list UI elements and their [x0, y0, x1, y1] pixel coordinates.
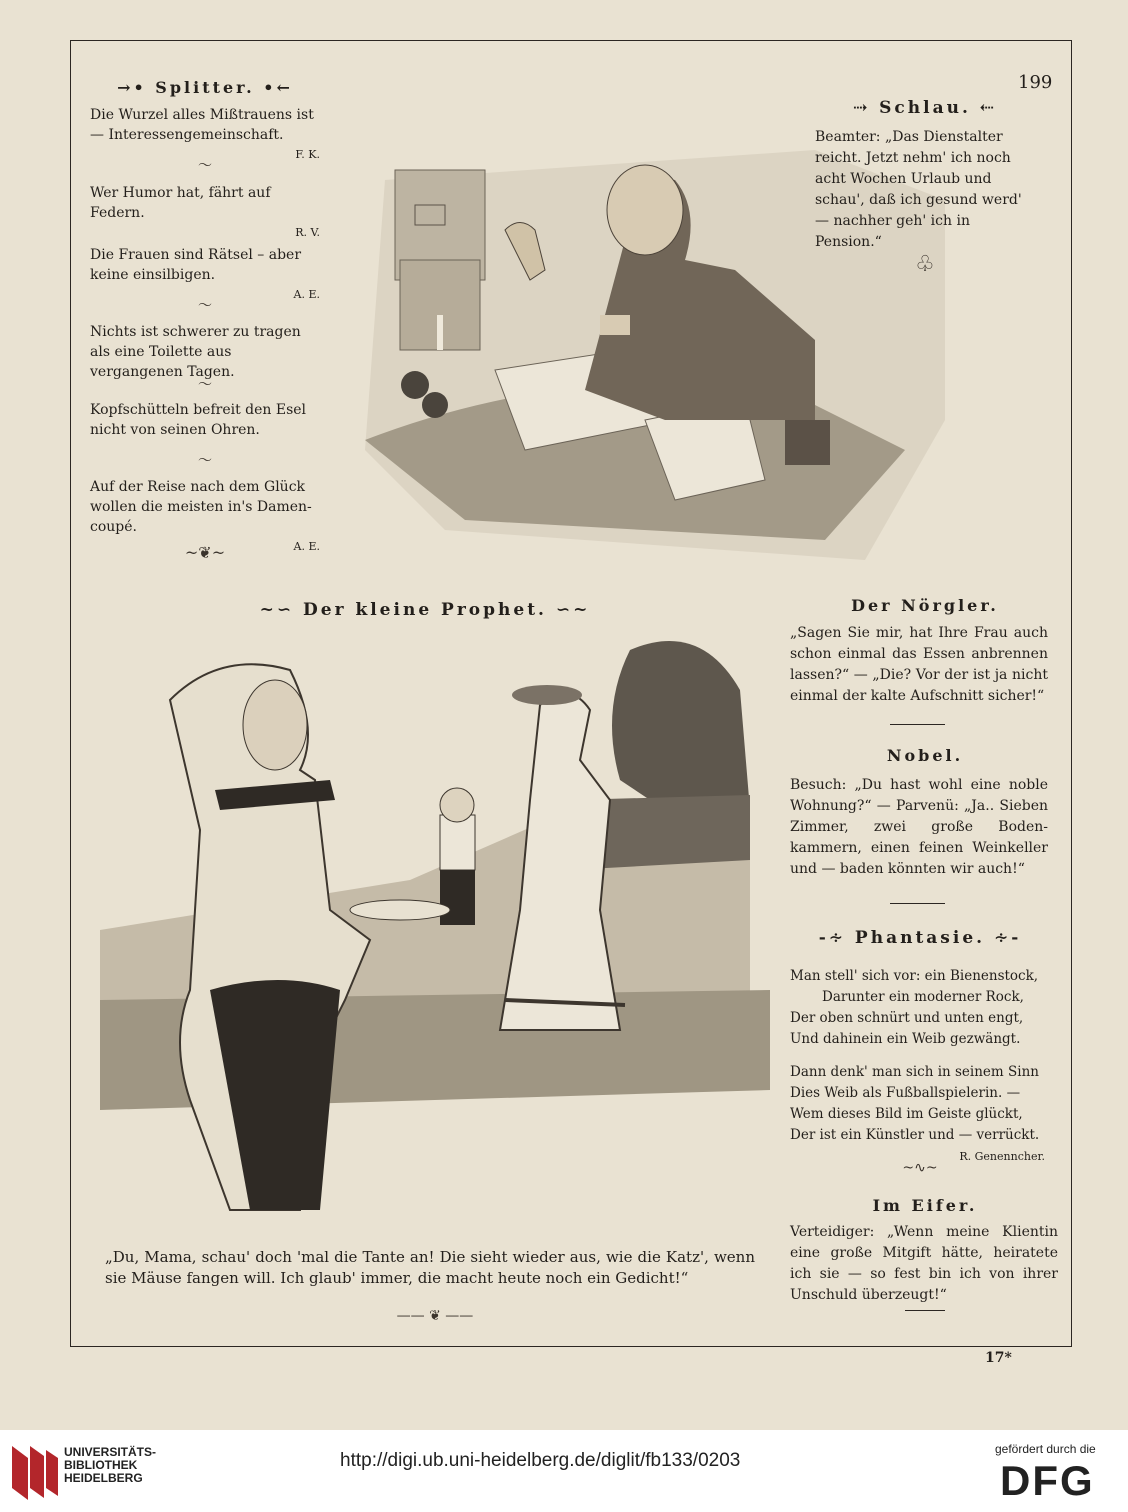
phantasie-author: R. Genenncher. — [959, 1150, 1045, 1163]
verse-line: Der oben schnürt und unten engt, — [790, 1010, 1024, 1026]
section-divider — [890, 724, 945, 725]
dfg-logo: DFG — [1000, 1457, 1095, 1504]
verse-line: Der ist ein Künstler und — verrückt. — [790, 1127, 1040, 1143]
splitter-title-text: Splitter. — [155, 78, 255, 97]
splitter-item-5 — [90, 400, 320, 440]
library-logo-icon — [10, 1440, 60, 1502]
splitter-item-author: R. V. — [295, 226, 320, 239]
noergler-text: „Sagen Sie mir, hat Ihre Frau auch schon einmal das Essen anbrennen lassen?“ — „Die? Vor der ist ja nicht einmal der kalte Aufschnitt sicher!“ — [790, 625, 1048, 704]
library-name-line: HEIDELBERG — [64, 1471, 143, 1485]
phantasie-stanza-2 — [790, 1062, 1052, 1146]
page-number: 199 — [1018, 72, 1053, 93]
verse-line: Dann denk' man sich in seinem Sinn — [790, 1064, 1039, 1080]
section-divider — [905, 1310, 945, 1311]
funding-note: gefördert durch die — [995, 1442, 1096, 1456]
flourish-ornament: ~❦~ — [184, 543, 226, 562]
prophet-caption: „Du, Mama, schau' doch 'mal die Tante an! Die sieht wieder aus, wie die Katz', wenn sie Mäuse fangen will. Ich glaub' immer, die macht heute noch ein Gedicht!“ — [105, 1248, 755, 1287]
splitter-item-4 — [90, 322, 320, 382]
signature-mark: 17* — [985, 1350, 1012, 1366]
splitter-title: →• Splitter. •← — [117, 78, 293, 97]
schlau-title: ⇢ Schlau. ⇠ — [852, 98, 998, 118]
splitter-item-text: Kopfschütteln befreit den Esel nicht von seinen Ohren. — [90, 402, 307, 438]
splitter-item-author: A. E. — [293, 288, 320, 301]
verse-line: Und dahinein ein Weib gezwängt. — [790, 1031, 1021, 1047]
section-divider — [890, 903, 945, 904]
divider-ornament: 〜 — [198, 298, 212, 314]
eifer-text: Verteidiger: „Wenn meine Klientin eine große Mitgift hätte, heiratete ich sie — so fest bin ich von ihrer Unschuld überzeugt!“ — [790, 1224, 1058, 1303]
library-name-line: UNIVERSITÄTS- — [64, 1445, 157, 1459]
splitter-item-text: Die Wurzel alles Mißtrauens ist — Interessengemeinschaft. — [90, 107, 314, 143]
schlau-title-text: Schlau. — [879, 98, 971, 118]
divider-ornament: 〜 — [198, 377, 212, 393]
library-name-line: BIBLIOTHEK — [64, 1458, 138, 1472]
divider-ornament: 〜 — [198, 158, 212, 174]
library-name — [64, 1446, 156, 1485]
eifer-title: Im Eifer. — [872, 1196, 978, 1215]
phantasie-title-text: Phantasie. — [854, 928, 986, 948]
splitter-item-text: Auf der Reise nach dem Glück wollen die meisten in's Damen-coupé. — [90, 479, 312, 535]
schlau-text: Beamter: „Das Dienstalter reicht. Jetzt nehm' ich noch acht Wochen Urlaub und schau', daß ich gesund werd' — nachher geh' ich in Pension.“ — [815, 129, 1022, 250]
splitter-item-author: F. K. — [295, 148, 320, 161]
nobel-text: Besuch: „Du hast wohl eine noble Wohnung?“ — Parvenü: „Ja.. Sieben Zimmer, zwei große Boden-kammern, einen feinen Weinkeller und — baden könnten wir auch!“ — [790, 777, 1048, 877]
clover-ornament: ♧ — [915, 252, 935, 277]
prophet-illustration — [100, 610, 770, 1235]
phantasie-title: -∻ Phantasie. ∻- — [818, 928, 1022, 948]
splitter-item-text: Die Frauen sind Rätsel – aber keine einsilbigen. — [90, 247, 302, 283]
prophet-title-text: Der kleine Prophet. — [303, 600, 547, 620]
verse-line: Dies Weib als Fußballspielerin. — — [790, 1085, 1021, 1101]
divider-ornament: ~∿~ — [902, 1160, 938, 1176]
noergler-title: Der Nörgler. — [851, 596, 999, 615]
splitter-item-author: A. E. — [293, 540, 320, 553]
divider-ornament: 〜 — [198, 453, 212, 469]
prophet-title: ~∽ Der kleine Prophet. ∽~ — [259, 600, 591, 620]
verse-line: Darunter ein moderner Rock, — [822, 989, 1024, 1005]
nobel-title: Nobel. — [886, 746, 964, 765]
permalink-url[interactable]: http://digi.ub.uni-heidelberg.de/diglit/fb133/0203 — [340, 1450, 741, 1471]
phantasie-stanza-1 — [790, 966, 1052, 1050]
flourish-ornament: —— ❦ —— — [396, 1308, 474, 1324]
digitization-footer — [0, 1430, 1128, 1512]
verse-line: Wem dieses Bild im Geiste glückt, — [790, 1106, 1023, 1122]
splitter-item-text: Wer Humor hat, fährt auf Federn. — [90, 185, 271, 221]
splitter-item-2 — [90, 183, 320, 243]
splitter-item-text: Nichts ist schwerer zu tragen als eine Toilette aus vergangenen Tagen. — [90, 324, 301, 380]
verse-line: Man stell' sich vor: ein Bienenstock, — [790, 968, 1039, 984]
